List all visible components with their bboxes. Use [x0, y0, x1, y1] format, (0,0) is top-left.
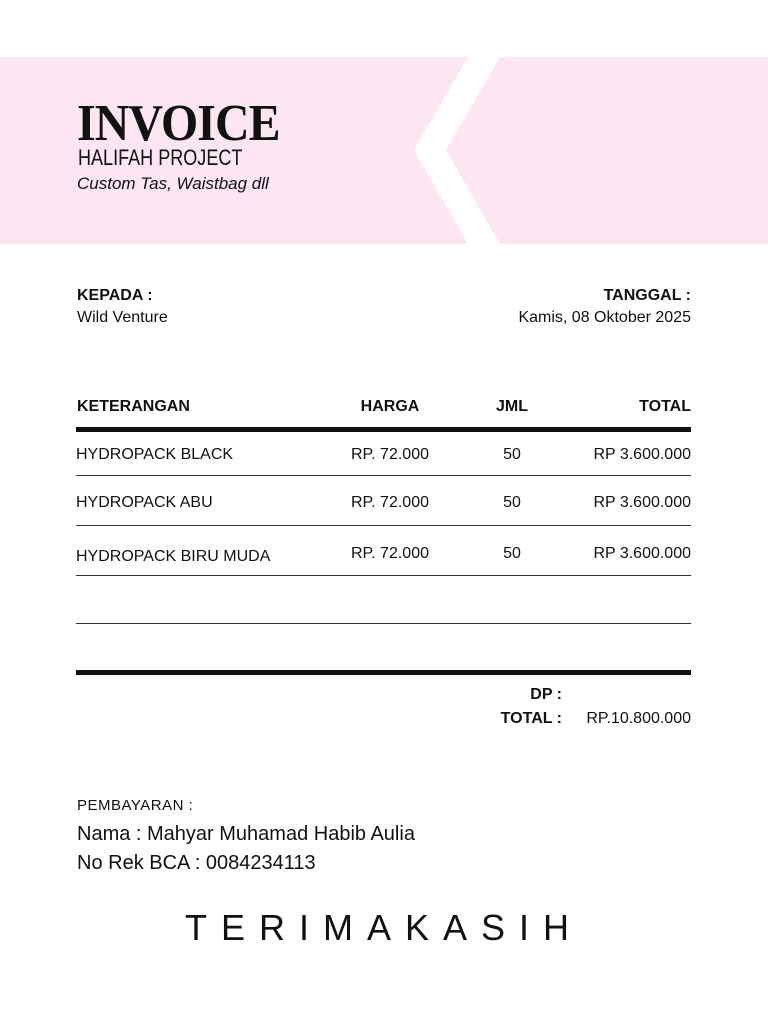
- payment-account-name: Nama : Mahyar Muhamad Habib Aulia: [77, 823, 415, 845]
- invoice-title: INVOICE: [77, 95, 280, 152]
- column-header-total: TOTAL: [639, 398, 691, 415]
- row-divider: [76, 475, 691, 476]
- row-total: RP 3.600.000: [593, 494, 691, 511]
- row-divider: [76, 525, 691, 526]
- row-qty: 50: [503, 446, 521, 463]
- row-total: RP 3.600.000: [593, 545, 691, 562]
- row-qty: 50: [503, 494, 521, 511]
- table-footer-rule: [76, 670, 691, 675]
- column-header-price: HARGA: [360, 398, 420, 415]
- grand-total-value: RP.10.800.000: [586, 710, 691, 727]
- date-label: TANGGAL :: [603, 287, 691, 304]
- pink-band-right: [446, 57, 768, 244]
- empty-row-divider: [76, 623, 691, 624]
- row-qty: 50: [503, 545, 521, 562]
- row-price: RP. 72.000: [351, 545, 429, 562]
- company-tagline: Custom Tas, Waistbag dll: [77, 174, 269, 193]
- row-price: RP. 72.000: [351, 446, 429, 463]
- thank-you-message: TERIMAKASIH: [184, 907, 584, 948]
- row-total: RP 3.600.000: [593, 446, 691, 463]
- recipient-label: KEPADA :: [77, 287, 153, 304]
- date-value: Kamis, 08 Oktober 2025: [518, 309, 691, 326]
- column-header-qty: JML: [496, 398, 528, 415]
- payment-label: PEMBAYARAN :: [77, 797, 194, 814]
- total-label: TOTAL :: [500, 710, 562, 727]
- row-item: HYDROPACK ABU: [76, 494, 213, 511]
- row-price: RP. 72.000: [351, 494, 429, 511]
- payment-account-number: No Rek BCA : 0084234113: [77, 852, 316, 874]
- dp-label: DP :: [530, 686, 562, 703]
- table-header-rule: [76, 427, 691, 432]
- row-item: HYDROPACK BIRU MUDA: [76, 548, 271, 565]
- recipient-name: Wild Venture: [77, 309, 168, 326]
- column-header-description: KETERANGAN: [77, 398, 190, 415]
- company-name: HALIFAH PROJECT: [78, 145, 243, 170]
- row-item: HYDROPACK BLACK: [76, 446, 234, 463]
- row-divider: [76, 575, 691, 576]
